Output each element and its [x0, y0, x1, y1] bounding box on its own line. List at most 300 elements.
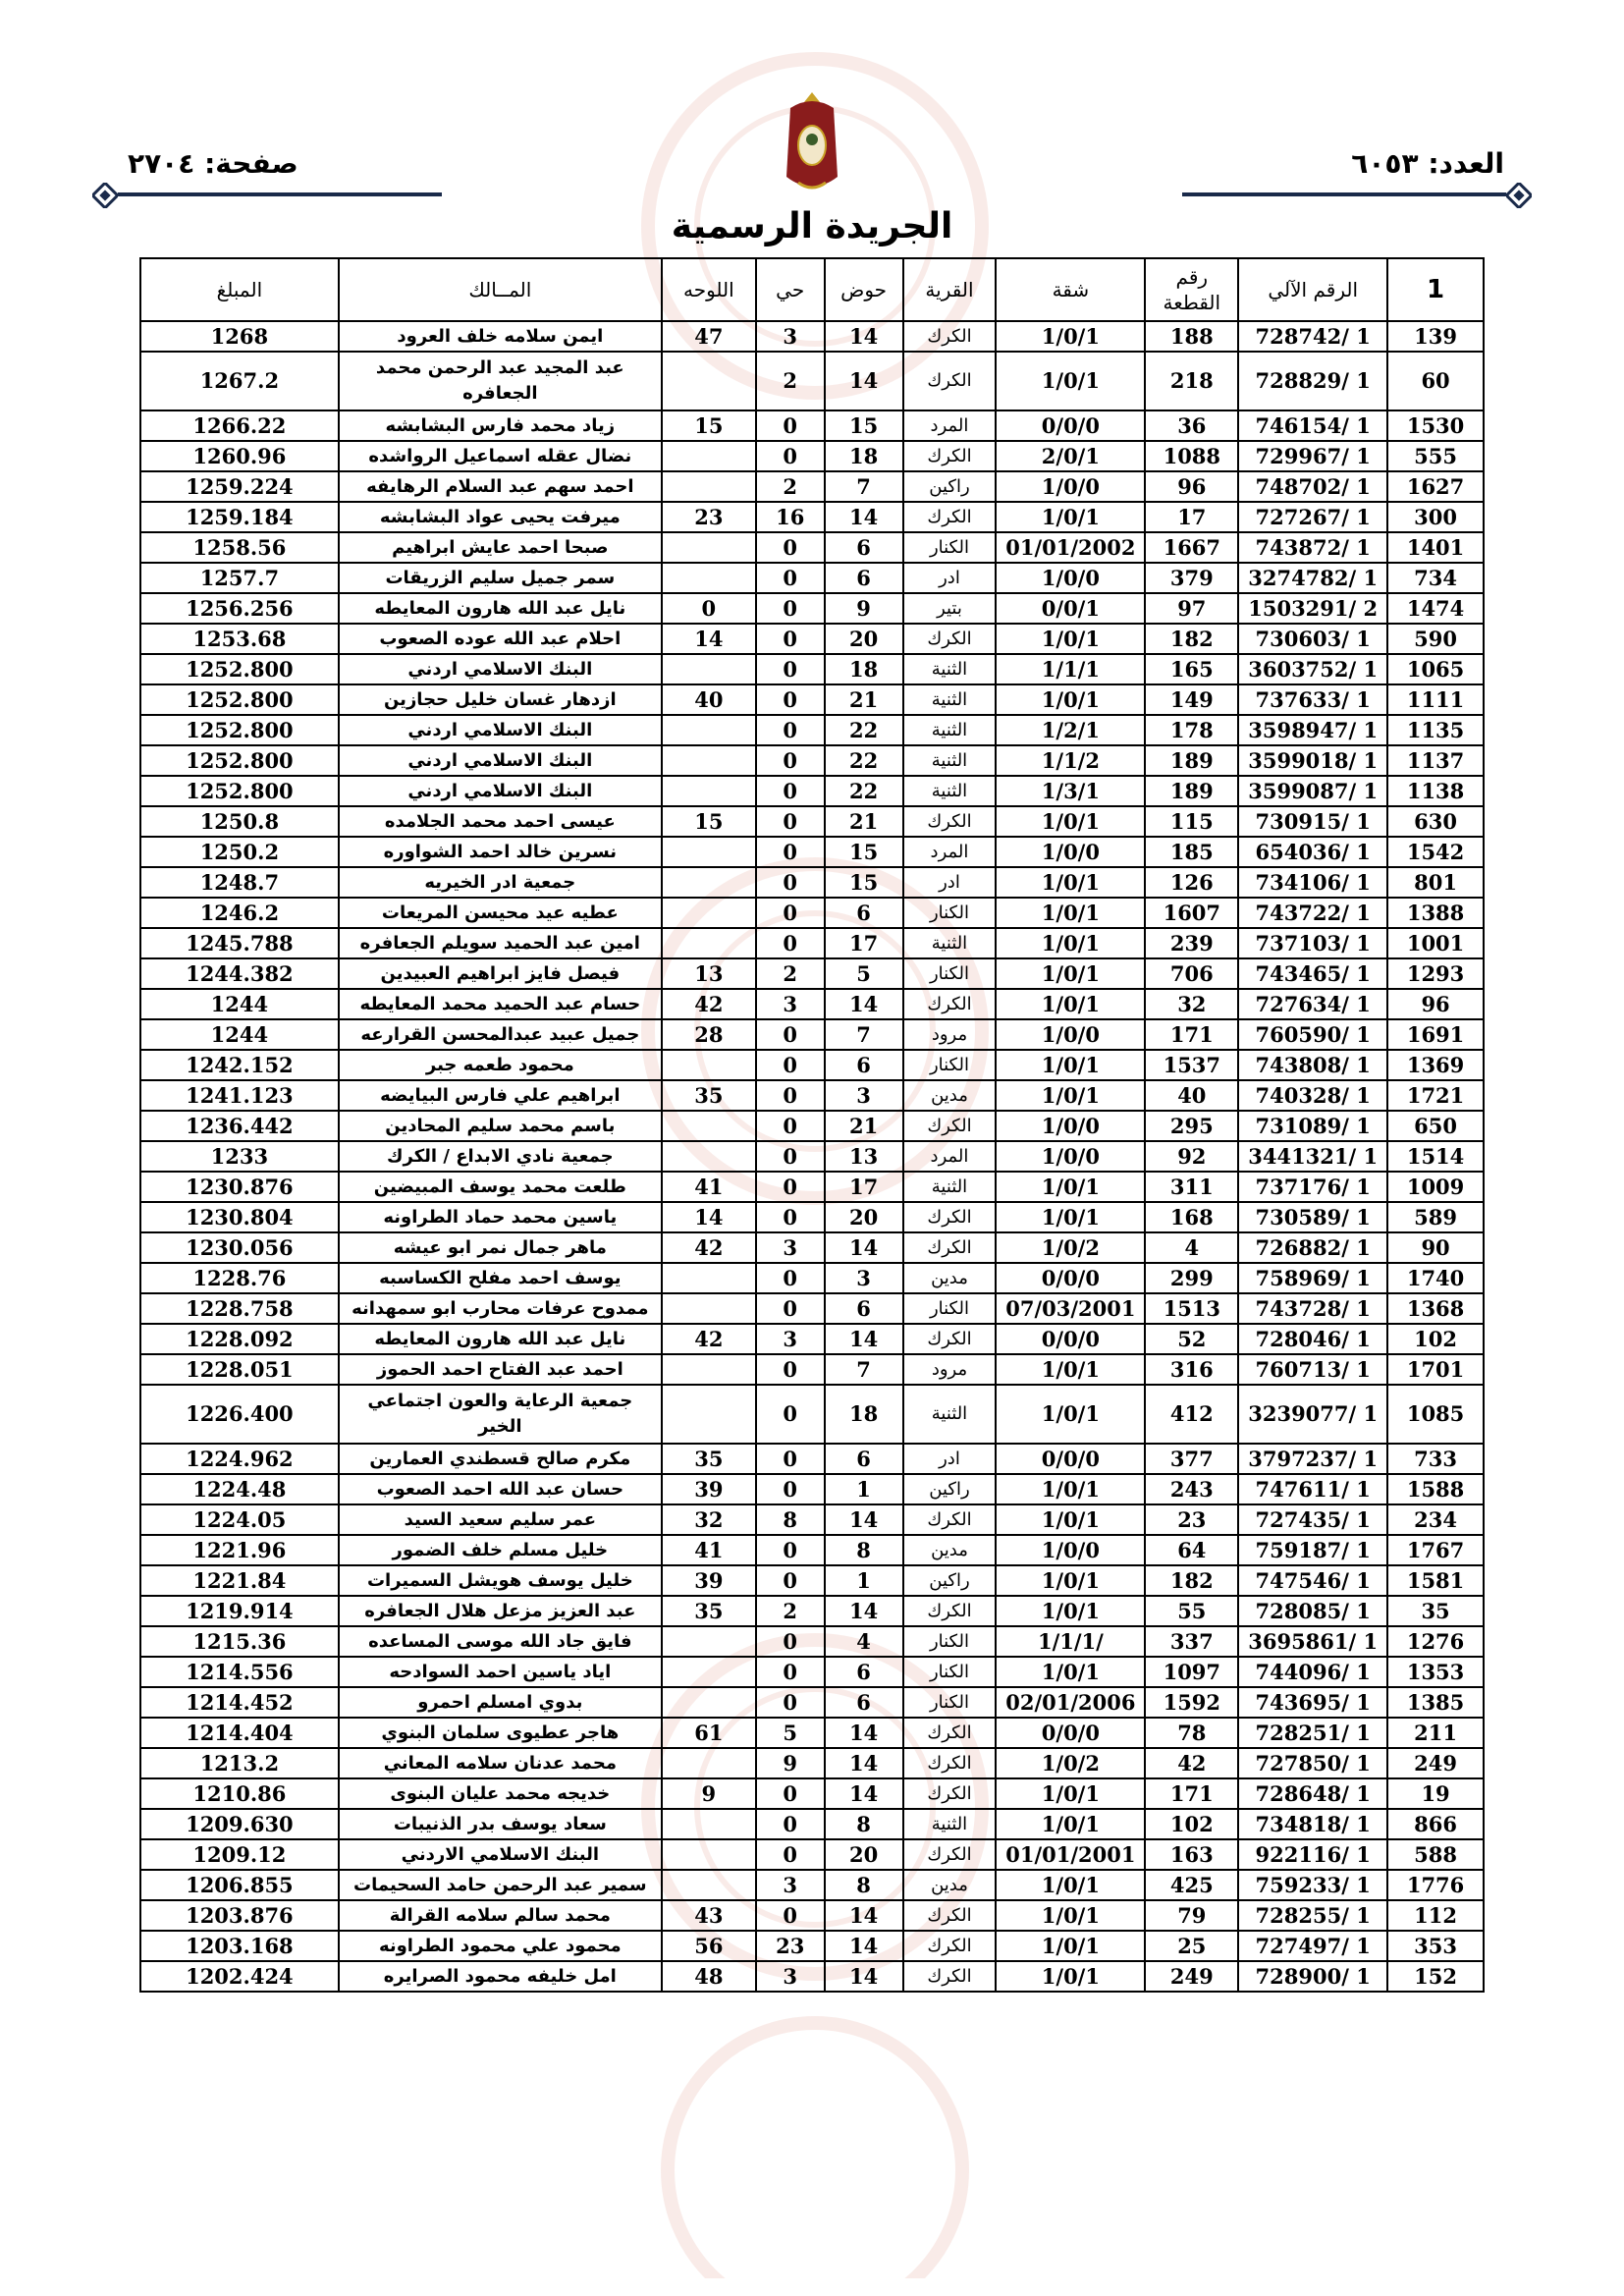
amount-cell: 1260.96 [140, 441, 339, 471]
quarter-cell: 8 [756, 1504, 825, 1535]
serial-cell: 1776 [1387, 1870, 1484, 1900]
auto-number-cell: 1 /728648 [1238, 1778, 1387, 1809]
plot-number-cell: 102 [1145, 1809, 1238, 1839]
sheet-cell [662, 1111, 756, 1141]
table-row [140, 1626, 1484, 1657]
sheet-cell [662, 928, 756, 958]
quarter-cell: 0 [756, 1354, 825, 1385]
plot-number-cell: 189 [1145, 745, 1238, 776]
basin-cell: 6 [825, 1657, 903, 1687]
owner-cell: باسم محمد سليم المحادين [339, 1111, 662, 1141]
sheet-cell [662, 715, 756, 745]
serial-cell: 555 [1387, 441, 1484, 471]
serial-cell: 650 [1387, 1111, 1484, 1141]
plot-number-cell: 23 [1145, 1504, 1238, 1535]
village-cell: مرود [903, 1019, 997, 1050]
quarter-cell: 0 [756, 1202, 825, 1232]
quarter-cell: 0 [756, 1444, 825, 1474]
apartment-cell: 1/0/1 [996, 928, 1145, 958]
quarter-cell: 0 [756, 563, 825, 593]
auto-number-cell: 1 /3695861 [1238, 1626, 1387, 1657]
basin-cell: 6 [825, 1050, 903, 1080]
auto-number-cell: 1 /740328 [1238, 1080, 1387, 1111]
owner-cell: فيصل فايز ابراهيم العبيدين [339, 958, 662, 989]
sheet-cell [662, 1748, 756, 1778]
serial-cell: 1767 [1387, 1535, 1484, 1565]
amount-cell: 1202.424 [140, 1961, 339, 1992]
auto-number-cell: 1 /734106 [1238, 867, 1387, 898]
basin-cell: 6 [825, 898, 903, 928]
serial-cell: 1138 [1387, 776, 1484, 806]
amount-cell: 1213.2 [140, 1748, 339, 1778]
amount-cell: 1228.758 [140, 1293, 339, 1324]
serial-cell: 1691 [1387, 1019, 1484, 1050]
auto-number-cell: 1 /922116 [1238, 1839, 1387, 1870]
apartment-cell: 0/0/0 [996, 1718, 1145, 1748]
village-cell: الكرك [903, 806, 997, 837]
village-cell: المرد [903, 410, 997, 441]
basin-cell: 8 [825, 1809, 903, 1839]
table-row [140, 471, 1484, 502]
basin-cell: 14 [825, 321, 903, 352]
plot-number-cell: 185 [1145, 837, 1238, 867]
sheet-cell: 47 [662, 321, 756, 352]
quarter-cell: 3 [756, 1870, 825, 1900]
sheet-cell [662, 1385, 756, 1444]
amount-cell: 1224.05 [140, 1504, 339, 1535]
auto-number-cell: 1 /3797237 [1238, 1444, 1387, 1474]
apartment-cell: 2/0/1 [996, 441, 1145, 471]
plot-number-cell: 149 [1145, 684, 1238, 715]
apartment-cell: 1/0/1 [996, 1657, 1145, 1687]
table-row [140, 1019, 1484, 1050]
basin-cell: 7 [825, 471, 903, 502]
sheet-cell: 15 [662, 806, 756, 837]
auto-number-cell: 1 /728085 [1238, 1596, 1387, 1626]
table-row [140, 837, 1484, 867]
column-header: حوض [825, 258, 903, 321]
village-cell: الكنار [903, 898, 997, 928]
plot-number-cell: 79 [1145, 1900, 1238, 1931]
amount-cell: 1252.800 [140, 684, 339, 715]
basin-cell: 9 [825, 593, 903, 624]
quarter-cell: 3 [756, 1961, 825, 1992]
serial-cell: 112 [1387, 1900, 1484, 1931]
owner-cell: ايمن سلامه خلف العرود [339, 321, 662, 352]
village-cell: الثنية [903, 1172, 997, 1202]
table-body [140, 321, 1484, 1992]
amount-cell: 1253.68 [140, 624, 339, 654]
apartment-cell: 1/0/1 [996, 1172, 1145, 1202]
header-rule [1182, 192, 1506, 196]
village-cell: الكنار [903, 532, 997, 563]
village-cell: الكرك [903, 1748, 997, 1778]
village-cell: الكرك [903, 1931, 997, 1961]
serial-cell: 1369 [1387, 1050, 1484, 1080]
owner-cell: هاجر عطيوى سلمان البنوي [339, 1718, 662, 1748]
basin-cell: 13 [825, 1141, 903, 1172]
apartment-cell: 1/0/1 [996, 806, 1145, 837]
quarter-cell: 16 [756, 502, 825, 532]
village-cell: الكرك [903, 1504, 997, 1535]
serial-cell: 152 [1387, 1961, 1484, 1992]
auto-number-cell: 1 /743872 [1238, 532, 1387, 563]
auto-number-cell: 1 /746154 [1238, 410, 1387, 441]
plot-number-cell: 299 [1145, 1263, 1238, 1293]
owner-cell: جميل عبيد عبدالمحسن القرارعه [339, 1019, 662, 1050]
basin-cell: 21 [825, 1111, 903, 1141]
basin-cell: 14 [825, 1778, 903, 1809]
quarter-cell: 3 [756, 989, 825, 1019]
owner-cell: ممدوح عرفات محارب ابو سمهدانه [339, 1293, 662, 1324]
plot-number-cell: 377 [1145, 1444, 1238, 1474]
basin-cell: 3 [825, 1263, 903, 1293]
sheet-cell [662, 1687, 756, 1718]
sheet-cell [662, 1050, 756, 1080]
quarter-cell: 2 [756, 958, 825, 989]
owner-cell: البنك الاسلامي اردني [339, 745, 662, 776]
basin-cell: 15 [825, 837, 903, 867]
village-cell: المرد [903, 1141, 997, 1172]
plot-number-cell: 239 [1145, 928, 1238, 958]
apartment-cell: 01/01/2001 [996, 1839, 1145, 1870]
gazette-title: الجريدة الرسمية [671, 206, 953, 246]
apartment-cell: 1/0/1 [996, 1474, 1145, 1504]
plot-number-cell: 178 [1145, 715, 1238, 745]
serial-cell: 1111 [1387, 684, 1484, 715]
table-row [140, 1263, 1484, 1293]
plot-number-cell: 337 [1145, 1626, 1238, 1657]
basin-cell: 8 [825, 1870, 903, 1900]
column-header: الرقم الآلي [1238, 258, 1387, 321]
village-cell: راكين [903, 1474, 997, 1504]
serial-cell: 234 [1387, 1504, 1484, 1535]
sheet-cell: 39 [662, 1565, 756, 1596]
amount-cell: 1230.056 [140, 1232, 339, 1263]
owner-cell: عبد المجيد عبد الرحمن محمد الجعافره [339, 352, 662, 410]
owner-cell: سعاد يوسف بدر الذنيبات [339, 1809, 662, 1839]
quarter-cell: 0 [756, 1687, 825, 1718]
apartment-cell: 0/0/0 [996, 1324, 1145, 1354]
apartment-cell: 1/0/1 [996, 1778, 1145, 1809]
auto-number-cell: 1 /760590 [1238, 1019, 1387, 1050]
apartment-cell: 1/0/1 [996, 1354, 1145, 1385]
apartment-cell: 1/0/1 [996, 1596, 1145, 1626]
column-header: حي [756, 258, 825, 321]
owner-cell: ماهر جمال نمر ابو عيشه [339, 1232, 662, 1263]
auto-number-cell: 1 /743728 [1238, 1293, 1387, 1324]
serial-cell: 1009 [1387, 1172, 1484, 1202]
owner-cell: محمد عدنان سلامه المعاني [339, 1748, 662, 1778]
table-row [140, 1050, 1484, 1080]
serial-cell: 590 [1387, 624, 1484, 654]
apartment-cell: 1/0/0 [996, 1111, 1145, 1141]
plot-number-cell: 311 [1145, 1172, 1238, 1202]
village-cell: الثنية [903, 745, 997, 776]
auto-number-cell: 1 /728829 [1238, 352, 1387, 410]
plot-number-cell: 295 [1145, 1111, 1238, 1141]
auto-number-cell: 1 /743808 [1238, 1050, 1387, 1080]
owner-cell: نسرين خالد احمد الشواوره [339, 837, 662, 867]
plot-number-cell: 189 [1145, 776, 1238, 806]
sheet-cell: 42 [662, 1324, 756, 1354]
table-row [140, 684, 1484, 715]
basin-cell: 14 [825, 1961, 903, 1992]
serial-cell: 139 [1387, 321, 1484, 352]
table-row [140, 898, 1484, 928]
plot-number-cell: 412 [1145, 1385, 1238, 1444]
amount-cell: 1233 [140, 1141, 339, 1172]
plot-number-cell: 25 [1145, 1931, 1238, 1961]
plot-number-cell: 316 [1145, 1354, 1238, 1385]
serial-cell: 1530 [1387, 410, 1484, 441]
owner-cell: محمد سالم سلامه القرالة [339, 1900, 662, 1931]
plot-number-cell: 40 [1145, 1080, 1238, 1111]
table-row [140, 1870, 1484, 1900]
column-header: المــالك [339, 258, 662, 321]
apartment-cell: 07/03/2001 [996, 1293, 1145, 1324]
sheet-cell: 0 [662, 593, 756, 624]
village-cell: الكرك [903, 1111, 997, 1141]
plot-number-cell: 1097 [1145, 1657, 1238, 1687]
table-row [140, 745, 1484, 776]
auto-number-cell: 1 /759233 [1238, 1870, 1387, 1900]
owner-cell: يوسف احمد مفلح الكساسبه [339, 1263, 662, 1293]
sheet-cell [662, 1809, 756, 1839]
serial-cell: 96 [1387, 989, 1484, 1019]
table-row [140, 593, 1484, 624]
basin-cell: 14 [825, 1718, 903, 1748]
table-row [140, 654, 1484, 684]
owner-cell: ياسين محمد حماد الطراونه [339, 1202, 662, 1232]
auto-number-cell: 1 /728046 [1238, 1324, 1387, 1354]
basin-cell: 6 [825, 1293, 903, 1324]
serial-cell: 1588 [1387, 1474, 1484, 1504]
auto-number-cell: 1 /730589 [1238, 1202, 1387, 1232]
village-cell: الكنار [903, 958, 997, 989]
auto-number-cell: 1 /737633 [1238, 684, 1387, 715]
serial-cell: 733 [1387, 1444, 1484, 1474]
sheet-cell [662, 1293, 756, 1324]
table-row [140, 1141, 1484, 1172]
village-cell: الكرك [903, 1232, 997, 1263]
quarter-cell: 0 [756, 837, 825, 867]
table-row [140, 410, 1484, 441]
owner-cell: جمعية ادر الخيريه [339, 867, 662, 898]
serial-cell: 630 [1387, 806, 1484, 837]
sheet-cell: 32 [662, 1504, 756, 1535]
auto-number-cell: 1 /3239077 [1238, 1385, 1387, 1444]
quarter-cell: 0 [756, 654, 825, 684]
amount-cell: 1258.56 [140, 532, 339, 563]
column-header: المبلغ [140, 258, 339, 321]
auto-number-cell: 1 /731089 [1238, 1111, 1387, 1141]
village-cell: راكين [903, 471, 997, 502]
apartment-cell: 1/0/0 [996, 1019, 1145, 1050]
amount-cell: 1209.12 [140, 1839, 339, 1870]
village-cell: الكرك [903, 1718, 997, 1748]
table-row [140, 502, 1484, 532]
quarter-cell: 0 [756, 745, 825, 776]
quarter-cell: 0 [756, 715, 825, 745]
basin-cell: 14 [825, 1232, 903, 1263]
owner-cell: امين عبد الحميد سويلم الجعافره [339, 928, 662, 958]
table-row [140, 1202, 1484, 1232]
table-row [140, 1535, 1484, 1565]
quarter-cell: 0 [756, 441, 825, 471]
serial-cell: 90 [1387, 1232, 1484, 1263]
auto-number-cell: 1 /727850 [1238, 1748, 1387, 1778]
village-cell: ادر [903, 563, 997, 593]
apartment-cell: 1/0/0 [996, 471, 1145, 502]
amount-cell: 1214.452 [140, 1687, 339, 1718]
amount-cell: 1252.800 [140, 715, 339, 745]
serial-cell: 1368 [1387, 1293, 1484, 1324]
quarter-cell: 0 [756, 1809, 825, 1839]
sheet-cell: 15 [662, 410, 756, 441]
table-row [140, 1596, 1484, 1626]
village-cell: الكرك [903, 1778, 997, 1809]
table-row [140, 352, 1484, 410]
village-cell: الكنار [903, 1657, 997, 1687]
basin-cell: 3 [825, 1080, 903, 1111]
amount-cell: 1252.800 [140, 745, 339, 776]
apartment-cell: 1/0/1 [996, 321, 1145, 352]
serial-cell: 1293 [1387, 958, 1484, 989]
sheet-cell: 35 [662, 1080, 756, 1111]
quarter-cell: 0 [756, 1900, 825, 1931]
table-row [140, 1444, 1484, 1474]
apartment-cell: 1/0/1 [996, 684, 1145, 715]
basin-cell: 21 [825, 806, 903, 837]
serial-cell: 1135 [1387, 715, 1484, 745]
quarter-cell: 0 [756, 1111, 825, 1141]
amount-cell: 1245.788 [140, 928, 339, 958]
sheet-cell [662, 745, 756, 776]
ornament-knot-icon [92, 183, 118, 208]
quarter-cell: 0 [756, 1080, 825, 1111]
apartment-cell: 1/0/1 [996, 1809, 1145, 1839]
village-cell: الكرك [903, 352, 997, 410]
ornament-knot-icon [1506, 183, 1532, 208]
plot-number-cell: 1513 [1145, 1293, 1238, 1324]
auto-number-cell: 1 /3274782 [1238, 563, 1387, 593]
village-cell: الثنية [903, 684, 997, 715]
owner-cell: عيسى احمد محمد الجلامده [339, 806, 662, 837]
apartment-cell: 1/0/2 [996, 1232, 1145, 1263]
serial-cell: 1542 [1387, 837, 1484, 867]
apartment-cell: 1/2/1 [996, 715, 1145, 745]
sheet-cell: 9 [662, 1778, 756, 1809]
quarter-cell: 0 [756, 867, 825, 898]
plot-number-cell: 425 [1145, 1870, 1238, 1900]
owner-cell: جمعية الرعاية والعون اجتماعي الخير [339, 1385, 662, 1444]
apartment-cell: 0/0/0 [996, 1444, 1145, 1474]
village-cell: الثنية [903, 715, 997, 745]
owner-cell: البنك الاسلامي اردني [339, 654, 662, 684]
serial-cell: 353 [1387, 1931, 1484, 1961]
owner-cell: احلام عبد الله عوده الصعوب [339, 624, 662, 654]
sheet-cell: 23 [662, 502, 756, 532]
table-row [140, 806, 1484, 837]
basin-cell: 7 [825, 1354, 903, 1385]
owner-cell: امل خليفه محمود الصرايره [339, 1961, 662, 1992]
village-cell: مدين [903, 1535, 997, 1565]
auto-number-cell: 1 /727497 [1238, 1931, 1387, 1961]
plot-number-cell: 1592 [1145, 1687, 1238, 1718]
quarter-cell: 0 [756, 684, 825, 715]
table-row [140, 1931, 1484, 1961]
apartment-cell: 1/0/0 [996, 1535, 1145, 1565]
basin-cell: 14 [825, 1504, 903, 1535]
basin-cell: 14 [825, 1748, 903, 1778]
village-cell: راكين [903, 1565, 997, 1596]
column-header: شقة [996, 258, 1145, 321]
column-header: رقم القطعة [1145, 258, 1238, 321]
table-row [140, 624, 1484, 654]
owner-cell: البنك الاسلامي اردني [339, 776, 662, 806]
issue-number: العدد: ٦٠٥٣ [1351, 147, 1504, 180]
apartment-cell: 1/0/1 [996, 989, 1145, 1019]
sheet-cell: 39 [662, 1474, 756, 1504]
village-cell: الكنار [903, 1687, 997, 1718]
owner-cell: نايل عبد الله هارون المعايطه [339, 1324, 662, 1354]
owner-cell: اياد ياسين احمد السوادحه [339, 1657, 662, 1687]
basin-cell: 17 [825, 928, 903, 958]
serial-cell: 1581 [1387, 1565, 1484, 1596]
plot-number-cell: 706 [1145, 958, 1238, 989]
owner-cell: البنك الاسلامي اردني [339, 715, 662, 745]
sheet-cell [662, 776, 756, 806]
apartment-cell: 1/0/0 [996, 837, 1145, 867]
plot-number-cell: 1607 [1145, 898, 1238, 928]
sheet-cell [662, 1626, 756, 1657]
apartment-cell: 0/0/1 [996, 593, 1145, 624]
apartment-cell: 1/0/1 [996, 1931, 1145, 1961]
plot-number-cell: 36 [1145, 410, 1238, 441]
village-cell: الكرك [903, 1839, 997, 1870]
basin-cell: 5 [825, 958, 903, 989]
basin-cell: 14 [825, 502, 903, 532]
quarter-cell: 0 [756, 1535, 825, 1565]
amount-cell: 1203.876 [140, 1900, 339, 1931]
table-row [140, 958, 1484, 989]
header-rule [118, 192, 442, 196]
table-row [140, 1385, 1484, 1444]
village-cell: الثنية [903, 928, 997, 958]
amount-cell: 1224.962 [140, 1444, 339, 1474]
apartment-cell: 1/0/1 [996, 898, 1145, 928]
owner-cell: خليل مسلم خلف الضمور [339, 1535, 662, 1565]
amount-cell: 1256.256 [140, 593, 339, 624]
auto-number-cell: 1 /743695 [1238, 1687, 1387, 1718]
owner-cell: سمر جميل سليم الزريقات [339, 563, 662, 593]
auto-number-cell: 1 /744096 [1238, 1657, 1387, 1687]
sheet-cell [662, 1263, 756, 1293]
table-row [140, 563, 1484, 593]
plot-number-cell: 249 [1145, 1961, 1238, 1992]
serial-cell: 1385 [1387, 1687, 1484, 1718]
village-cell: بتير [903, 593, 997, 624]
plot-number-cell: 165 [1145, 654, 1238, 684]
amount-cell: 1248.7 [140, 867, 339, 898]
basin-cell: 22 [825, 715, 903, 745]
village-cell: ادر [903, 867, 997, 898]
amount-cell: 1230.804 [140, 1202, 339, 1232]
owner-cell: خليل يوسف هويشل السميرات [339, 1565, 662, 1596]
village-cell: الكرك [903, 624, 997, 654]
auto-number-cell: 1 /3599087 [1238, 776, 1387, 806]
